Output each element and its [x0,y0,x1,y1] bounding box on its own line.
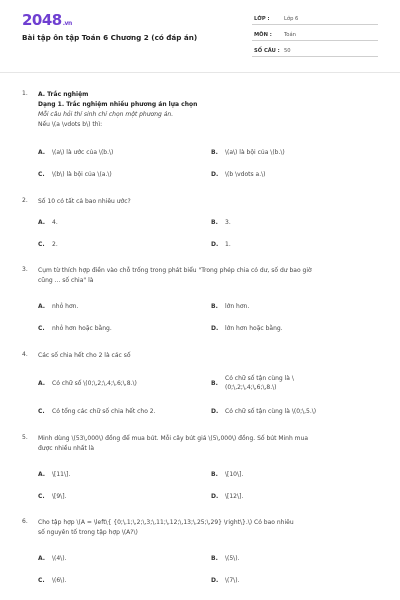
option-letter: A. [38,219,46,226]
question-stem: Nếu \(a \vdots b\) thì: [38,121,103,128]
question-number: 6. [22,518,28,525]
option-letter: D. [211,408,219,415]
question-stem: Minh dùng \(53\,000\) đồng để mua bút. Mỗi cây bút giá \(5\,000\) đồng. Số bút Minh mua [38,435,309,442]
option-letter: B. [211,219,218,226]
meta-key: MÔN : [254,32,272,38]
option-letter: D. [211,325,219,332]
question-number: 2. [22,197,28,204]
option-letter: B. [211,149,218,156]
meta-key: SỐ CÂU : [254,48,280,54]
question-stem-cont: được nhiều nhất là [38,445,95,452]
option-text: \(5\). [225,555,240,562]
question-stem-cont: cũng ... số chia" là [38,277,94,284]
option-letter: A. [38,380,46,387]
option-text: 3. [225,219,231,226]
option-text: \(b\) là bội của \(a.\) [52,171,112,178]
question-text [38,197,378,207]
meta-value: Lớp 6 [284,16,299,22]
option-letter: B. [211,380,218,387]
option-letter: C. [38,241,45,248]
option-letter: B. [211,471,218,478]
option-letter: B. [211,555,218,562]
meta-row-subject [252,28,378,41]
document-header [0,0,400,66]
option-letter: C. [38,171,45,178]
option-letter: A. [38,149,46,156]
option-text: lớn hơn. [225,303,250,310]
meta-value: Toán [284,32,296,38]
option-text: \[11\]. [52,471,71,478]
question-stem: Cụm từ thích hợp điền vào chỗ trống trong phát biểu "Trong phép chia có dư, số dư bao giờ [38,267,312,274]
instruction-text: Mỗi câu hỏi thí sinh chỉ chọn một phương án. [38,111,174,118]
option-text: lớn hơn hoặc bằng. [225,325,283,332]
option-letter: D. [211,577,219,584]
option-text: \(a\) là bội của \(b.\) [225,149,285,156]
option-letter: A. [38,303,46,310]
option-letter: D. [211,241,219,248]
meta-row-question-count [252,44,378,57]
question-text [38,90,378,130]
section-subheading: Dạng 1. Trắc nghiệm nhiều phương án lựa chọn [38,101,198,108]
question-number: 4. [22,351,28,358]
option-letter: C. [38,493,45,500]
site-logo[interactable] [22,11,72,29]
option-text: \(7\). [225,577,240,584]
question-stem: Cho tập hợp \(A = \left\{ {0;\,1;\,2;\,3;\,11;\,12;\,13;\,25;\,29} \right\}.\) Có bao nhiêu [38,519,294,526]
option-text: \(6\). [52,577,67,584]
header-divider [0,72,400,73]
option-letter: C. [38,325,45,332]
question-number: 3. [22,266,28,273]
section-heading: A. Trắc nghiệm [38,91,89,98]
option-letter: D. [211,493,219,500]
option-text: \(a\) là ước của \(b.\) [52,149,114,156]
option-text: nhỏ hơn hoặc bằng. [52,325,112,332]
option-letter: C. [38,408,45,415]
option-letter: D. [211,171,219,178]
option-text: Có chữ số tận cùng là \(0;\,5.\) [225,408,317,415]
meta-value: 50 [284,48,291,54]
option-text: \[10\]. [225,471,244,478]
meta-key: LỚP : [254,16,270,22]
option-letter: B. [211,303,218,310]
option-text: \(b \vdots a.\) [225,171,266,178]
question-text [38,351,378,361]
logo-suffix: .vn [62,20,72,27]
option-text: Có chữ số \(0;\,2;\,4;\,6;\,8.\) [52,380,137,387]
question-text [38,434,378,454]
document-title: Bài tập ôn tập Toán 6 Chương 2 (có đáp án) [22,33,198,42]
option-letter: A. [38,471,46,478]
question-text [38,266,378,286]
question-stem: Số 10 có tất cả bao nhiêu ước? [38,198,131,205]
option-letter: A. [38,555,46,562]
question-number: 1. [22,90,28,97]
option-text: 1. [225,241,231,248]
option-text: Có chữ số tận cùng là \(0;\,2;\,4;\,6;\,8.\) [225,375,294,391]
logo-text: 2048 [22,11,62,29]
option-text: \[12\]. [225,493,244,500]
meta-row-class [252,12,378,25]
question-number: 5. [22,434,28,441]
option-text: \(4\). [52,555,67,562]
question-stem: Các số chia hết cho 2 là các số [38,352,131,359]
option-text: nhỏ hơn. [52,303,79,310]
option-text: 2. [52,241,58,248]
question-text [38,518,378,538]
option-text: \[9\]. [52,493,67,500]
question-stem-cont: số nguyên tố trong tập hợp \(A?\) [38,529,138,536]
option-letter: C. [38,577,45,584]
option-text: Có tổng các chữ số chia hết cho 2. [52,408,156,415]
option-text: 4. [52,219,58,226]
